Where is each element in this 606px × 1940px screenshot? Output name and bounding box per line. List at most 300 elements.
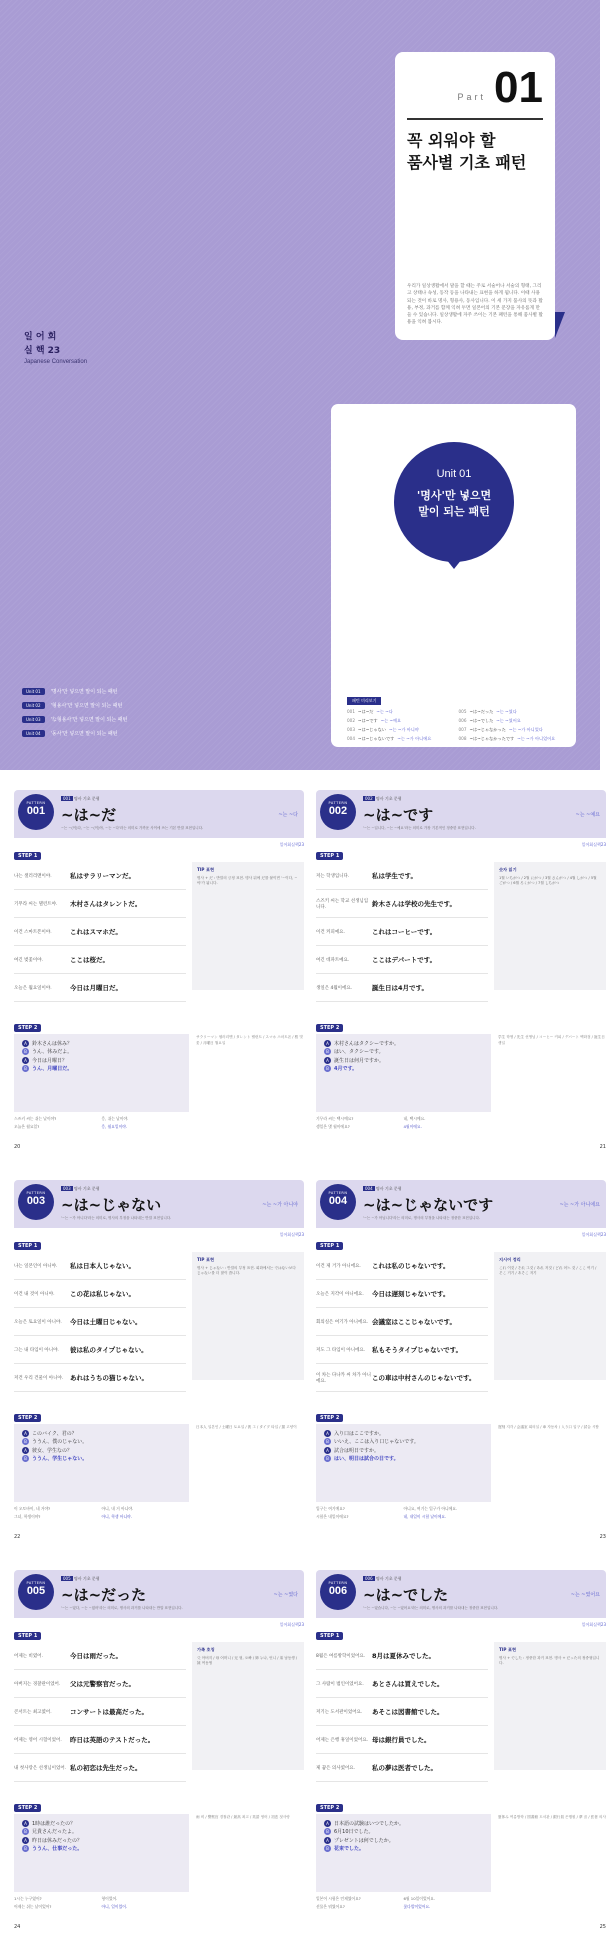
dialog-box bbox=[14, 1814, 189, 1892]
step1-japanese: あそこは図書館でした。 bbox=[372, 1708, 444, 1716]
step1-korean: 생일은 4월이에요. bbox=[316, 985, 353, 991]
toc-badge: Unit 03 bbox=[22, 716, 45, 723]
step1-japanese: 私はサラリーマンだ。 bbox=[70, 872, 135, 880]
step1-list bbox=[316, 1642, 488, 1782]
translation-list bbox=[14, 1116, 189, 1130]
pattern-ko: ~는 ~였다 bbox=[496, 709, 517, 714]
dialog-translation: 기무라 씨는 택시예요? bbox=[316, 1116, 354, 1121]
toc-text: '동사'만 넣으면 말이 되는 패턴 bbox=[50, 731, 118, 737]
pattern-no: 006 bbox=[458, 718, 467, 723]
step1-korean: 어제는 비였어. bbox=[14, 1653, 43, 1659]
pattern-tag-num: 005 bbox=[63, 1576, 71, 1581]
step1-japanese: ここは桜だ。 bbox=[70, 956, 109, 964]
speaker-marker: A bbox=[22, 1040, 29, 1047]
dialog-box bbox=[14, 1034, 189, 1112]
speaker-marker: B bbox=[324, 1828, 331, 1835]
part-description: 우리가 일상생활에서 말을 할 때는 주로 서술어나 서술의 형태, 그리고 상태나 속성, 동작 등을 나타내는 표현을 하게 됩니다. 이때 사용되는 것이 바로 명사, 형용사, 동사입니다. 이 세 가지 품사의 뜻과 활용, 부정, 과거를 함께 익혀 두면 일본어의 기본 문장을 자유롭게 만들 수 있습니다. 일상생활에 자주 쓰이는 기본 패턴을 통해 품사별 활용을 익혀 봅시다. bbox=[407, 284, 543, 325]
speaker-marker: B bbox=[22, 1048, 29, 1055]
step1-korean: 제 꿈은 의사였어요. bbox=[316, 1765, 356, 1771]
pattern-number: 005 bbox=[26, 1585, 46, 1597]
translation-list bbox=[316, 1116, 491, 1130]
step1-row bbox=[316, 1754, 488, 1782]
toc-text: '명사'만 넣으면 말이 되는 패턴 bbox=[50, 689, 118, 695]
step1-row bbox=[14, 1698, 186, 1726]
part-heading bbox=[407, 63, 543, 112]
step1-japanese: 私は学生です。 bbox=[372, 872, 417, 880]
dialog-text: 昨日は休みだったの？ bbox=[32, 1837, 83, 1844]
pattern-meaning: ~는 ~였어요 bbox=[570, 1592, 600, 1598]
dialog-text: 日本語の試験はいつでしたか。 bbox=[334, 1821, 405, 1827]
dialog-translation: 오늘은 월요일? bbox=[14, 1124, 40, 1129]
dialog-translation: 형이었어. bbox=[101, 1896, 118, 1901]
step1-japanese: 今日は雨だった。 bbox=[70, 1652, 122, 1660]
speaker-marker: B bbox=[22, 1455, 29, 1462]
pattern-preview-item bbox=[459, 736, 563, 742]
step1-korean: 오늘은 토요일이 아니야. bbox=[14, 1319, 62, 1325]
tip-box bbox=[192, 1642, 304, 1770]
lesson-spread bbox=[0, 1550, 606, 1930]
pattern-jp: ~は~だ bbox=[358, 709, 374, 714]
step1-korean: 저도 그 타입이 아니에요. bbox=[316, 1347, 366, 1353]
speaker-marker: A bbox=[324, 1820, 331, 1827]
step1-japanese: この花は私じゃない。 bbox=[70, 1290, 135, 1298]
toc-item[interactable] bbox=[22, 688, 127, 695]
step1-korean: 오늘은 지각이 아니에요. bbox=[316, 1291, 364, 1297]
step1-list bbox=[14, 1252, 186, 1392]
speech-tail-icon bbox=[446, 559, 462, 569]
pattern-tag-text: 명사 기초 문형 bbox=[73, 796, 100, 801]
tip-text: 명사 + でした : 정중한 과거 표현. 명사 + だった의 정중형입니다. bbox=[499, 1655, 600, 1666]
step1-row bbox=[316, 1308, 488, 1336]
lesson-spread bbox=[0, 770, 606, 1150]
dialog-text: 誕生日は何月ですか。 bbox=[334, 1057, 385, 1064]
dialog-line bbox=[324, 1447, 483, 1455]
dialog-translation: 꽃다발이었어요. bbox=[403, 1904, 431, 1909]
step1-korean: 이건 커피예요. bbox=[316, 929, 345, 935]
step1-korean: 저건 우리 건물이 아니야. bbox=[14, 1375, 64, 1381]
step1-japanese: 鈴木さんは学校の先生です。 bbox=[372, 900, 456, 908]
pattern-jp: ~は~じゃない bbox=[358, 727, 386, 732]
dialog-line bbox=[324, 1820, 483, 1828]
unit-title bbox=[394, 488, 514, 520]
step1-row bbox=[316, 890, 488, 918]
step1-japanese: 父は元警察官だった。 bbox=[70, 1680, 135, 1688]
brand-logo: 일어회실핵23 bbox=[581, 1232, 606, 1237]
step1-row bbox=[14, 862, 186, 890]
pattern-preview-item bbox=[459, 709, 563, 715]
tip-box bbox=[494, 1252, 606, 1380]
dialog-translation: 네, 택시예요. bbox=[403, 1116, 426, 1121]
dialog-line bbox=[324, 1057, 483, 1065]
pattern-header bbox=[14, 790, 304, 838]
speaker-marker: A bbox=[324, 1430, 331, 1437]
tip-text: 명사 + だ : 반말의 긍정 표현. 명사 뒤에 だ를 붙이면 '~이다, ~야'가 됩니다. bbox=[197, 875, 298, 886]
step1-label: STEP 1 bbox=[14, 1632, 41, 1640]
pattern-jp: ~は~じゃなかったです bbox=[469, 736, 515, 741]
translation-list bbox=[14, 1896, 189, 1910]
pattern-meaning: ~는 ~예요 bbox=[575, 812, 600, 818]
pattern-tag-text: 명사 기초 문형 bbox=[375, 1576, 402, 1581]
part-label: Part bbox=[457, 92, 487, 102]
step1-row bbox=[316, 1252, 488, 1280]
dialog-translation: 아니, 학생 아니야. bbox=[101, 1514, 133, 1519]
pattern-tag-text: 명사 기초 문형 bbox=[73, 1186, 100, 1191]
dialog-line bbox=[22, 1430, 181, 1438]
step1-japanese: 彼は私のタイプじゃない。 bbox=[70, 1346, 148, 1354]
step1-korean: 여긴 벚꽃이야. bbox=[14, 957, 43, 963]
step2-label: STEP 2 bbox=[14, 1804, 41, 1812]
pattern-note: '~는 ~가 아니다'라는 의미로, 명사의 부정을 나타내는 반말 표현입니다. bbox=[61, 1216, 172, 1220]
pattern-jp: ~は~じゃないです bbox=[358, 736, 395, 741]
pattern-title: ~は~だった bbox=[61, 1586, 147, 1604]
step1-list bbox=[14, 1642, 186, 1782]
pattern-tag bbox=[61, 796, 100, 802]
dialog-translation: 4월이에요. bbox=[403, 1124, 422, 1129]
pattern-tag bbox=[363, 796, 402, 802]
step1-korean: 콘서트는 최고였어. bbox=[14, 1709, 52, 1715]
dialog-translation: 일본어 시험은 언제였어요? bbox=[316, 1896, 361, 1901]
pattern-badge bbox=[18, 1184, 54, 1220]
step1-japanese: 木村さんはタレントだ。 bbox=[70, 900, 142, 908]
translation-list bbox=[316, 1506, 491, 1520]
step1-korean: 이 차는 다나카 씨 차가 아니에요. bbox=[316, 1372, 371, 1384]
step1-row bbox=[316, 1698, 488, 1726]
tip-box bbox=[192, 1252, 304, 1380]
toc-badge: Unit 04 bbox=[22, 730, 45, 737]
dialog-line bbox=[22, 1837, 181, 1845]
dialog-translation: 어제는 쉬는 날이었어? bbox=[14, 1904, 52, 1909]
pattern-note: '~는 ~였다, ~는 ~였어'라는 의미로, 명사의 과거를 나타내는 반말 표현입니다. bbox=[61, 1606, 183, 1610]
part-title-line2: 품사별 기초 패턴 bbox=[407, 152, 527, 172]
step1-korean: 어제는 영어 시험이었어. bbox=[14, 1737, 62, 1743]
tip-title: TIP 표현 bbox=[197, 867, 215, 872]
pattern-meaning: ~는 ~다 bbox=[278, 812, 298, 818]
lesson-page-005 bbox=[14, 1570, 304, 1930]
toc-text: '형용사'만 넣으면 말이 되는 패턴 bbox=[50, 703, 123, 709]
dialog-text: 6月10日でした。 bbox=[334, 1829, 374, 1836]
pattern-number: 002 bbox=[328, 805, 348, 817]
brand-logo: 일어회실핵23 bbox=[279, 842, 304, 847]
dialog-line bbox=[22, 1048, 181, 1056]
tip-box bbox=[494, 1642, 606, 1770]
pattern-preview-item bbox=[347, 718, 451, 724]
lesson-page-001 bbox=[14, 790, 304, 1150]
vocab-list: 学生 학생 / 先生 선생님 / コーヒー 커피 / デパート 백화점 / 誕生日 생일 bbox=[498, 1035, 605, 1046]
step1-row bbox=[14, 974, 186, 1002]
step1-korean: 내 첫사랑은 선생님이었어. bbox=[14, 1765, 67, 1771]
vocab-list: 雨 비 / 警察官 경찰관 / 最高 최고 / 英語 영어 / 初恋 첫사랑 bbox=[196, 1815, 290, 1819]
page-number: 21 bbox=[599, 1144, 606, 1150]
step1-row bbox=[14, 1754, 186, 1782]
step1-japanese: 今日は土曜日じゃない。 bbox=[70, 1318, 142, 1326]
dialog-translation: 아니요, 여기는 입구가 아니에요. bbox=[403, 1506, 458, 1511]
lesson-page-004 bbox=[316, 1180, 606, 1540]
toc-badge: Unit 01 bbox=[22, 688, 45, 695]
dialog-text: 兄貴さんだったよ。 bbox=[32, 1829, 78, 1836]
dialog-text: 今日は月曜日？ bbox=[32, 1057, 68, 1064]
step1-japanese: 昨日は英語のテストだった。 bbox=[70, 1736, 155, 1744]
step1-label: STEP 1 bbox=[316, 1632, 343, 1640]
part-number: 01 bbox=[494, 63, 543, 112]
speaker-marker: B bbox=[22, 1065, 29, 1072]
dialog-box bbox=[316, 1424, 491, 1502]
step1-korean: 스즈키 씨는 학교 선생님입니다. bbox=[316, 898, 369, 910]
step1-list bbox=[316, 862, 488, 1002]
pattern-tag bbox=[363, 1576, 402, 1582]
step1-japanese: あとさんは買えでした。 bbox=[372, 1680, 444, 1688]
dialog-text: いいえ、ここは入り口じゃないです。 bbox=[334, 1439, 419, 1446]
pattern-meaning: ~는 ~가 아니야 bbox=[262, 1202, 298, 1208]
pattern-tag-num: 001 bbox=[63, 796, 71, 801]
book-subtitle: Japanese Conversation bbox=[24, 359, 88, 365]
step1-label: STEP 1 bbox=[316, 852, 343, 860]
dialog-translation: 네, 내일이 시합 날이에요. bbox=[403, 1514, 447, 1519]
step1-korean: 그는 내 타입이 아니야. bbox=[14, 1347, 59, 1353]
pattern-header bbox=[14, 1180, 304, 1228]
step1-japanese: 私もそうタイプじゃないです。 bbox=[372, 1346, 463, 1354]
pattern-preview-item bbox=[347, 736, 451, 742]
speaker-marker: A bbox=[324, 1447, 331, 1454]
pattern-no: 007 bbox=[458, 727, 467, 732]
speaker-marker: B bbox=[324, 1438, 331, 1445]
toc-badge: Unit 02 bbox=[22, 702, 45, 709]
dialog-line bbox=[22, 1057, 181, 1065]
pattern-meaning: ~는 ~였다 bbox=[273, 1592, 298, 1598]
toc-item[interactable] bbox=[22, 716, 127, 723]
dialog-box bbox=[316, 1034, 491, 1112]
step1-korean: 그 사람이 범인이었어요. bbox=[316, 1681, 364, 1687]
dialog-line bbox=[324, 1455, 483, 1463]
speaker-marker: A bbox=[324, 1057, 331, 1064]
dialog-translation: 응, 쉬는 날이야. bbox=[101, 1116, 129, 1121]
step1-row bbox=[316, 974, 488, 1002]
step1-row bbox=[14, 1336, 186, 1364]
pattern-badge-label: PATTERN bbox=[328, 801, 348, 805]
step1-list bbox=[316, 1252, 488, 1392]
dialog-line bbox=[324, 1430, 483, 1438]
vocab-list: 夏休み 여름방학 / 図書館 도서관 / 銀行員 은행원 / 夢 꿈 / 医者 의사 bbox=[498, 1815, 606, 1819]
pattern-no: 005 bbox=[458, 709, 467, 714]
step1-row bbox=[316, 946, 488, 974]
tip-box bbox=[192, 862, 304, 990]
part-intro-spread bbox=[0, 0, 600, 770]
pattern-ko: ~는 ~다 bbox=[376, 709, 393, 714]
pattern-header bbox=[316, 790, 606, 838]
pattern-preview-item bbox=[347, 727, 451, 733]
dialog-text: 木村さんはタクシーですか。 bbox=[334, 1041, 400, 1047]
pattern-jp: ~は~です bbox=[358, 718, 378, 723]
dialog-text: はい、タクシーです。 bbox=[334, 1049, 384, 1056]
tip-text: 1월 いちがつ / 2월 にがつ / 3월 さんがつ / 4월 しがつ / 5월 ごがつ / 6월 ろくがつ / 7월 しちがつ bbox=[499, 875, 597, 886]
dialog-line bbox=[324, 1040, 483, 1048]
pattern-ko: ~는 ~가 아니에요 bbox=[397, 736, 432, 741]
dialog-text: 花束でした。 bbox=[334, 1845, 365, 1852]
step1-korean: 저기는 도서관이었어요. bbox=[316, 1709, 363, 1715]
step1-row bbox=[14, 1670, 186, 1698]
step1-korean: 나는 샐러리맨이야. bbox=[14, 873, 52, 879]
step1-japanese: ここはデパートです。 bbox=[372, 956, 437, 964]
pattern-number: 001 bbox=[26, 805, 46, 817]
part-card bbox=[395, 52, 555, 340]
step1-japanese: 今日は遅刻じゃないです。 bbox=[372, 1290, 450, 1298]
dialog-translation: 입구는 여기예요? bbox=[316, 1506, 345, 1511]
dialog-text: 彼女、学生なの？ bbox=[32, 1447, 73, 1454]
brand-logo: 일어회실핵23 bbox=[279, 1232, 304, 1237]
pattern-meaning: ~는 ~가 아니에요 bbox=[559, 1202, 600, 1208]
dialog-translation: 선물은 뭐였어요? bbox=[316, 1904, 345, 1909]
pattern-preview-heading: 패턴 미리보기 bbox=[347, 697, 381, 705]
pattern-ko: ~는 ~였어요 bbox=[496, 718, 521, 723]
dialog-translation: 생일은 몇 월이에요? bbox=[316, 1124, 350, 1129]
step1-label: STEP 1 bbox=[14, 1242, 41, 1250]
page-number: 20 bbox=[14, 1144, 21, 1150]
page-number: 22 bbox=[14, 1534, 21, 1540]
speaker-marker: A bbox=[324, 1040, 331, 1047]
dialog-translation: 아니, 일이었어. bbox=[101, 1904, 128, 1909]
pattern-badge bbox=[320, 794, 356, 830]
page-number: 24 bbox=[14, 1924, 21, 1930]
pattern-preview bbox=[347, 687, 562, 742]
lesson-page-006 bbox=[316, 1570, 606, 1930]
pattern-jp: ~は~だった bbox=[469, 709, 494, 714]
pattern-jp: ~は~でした bbox=[469, 718, 494, 723]
pattern-badge-label: PATTERN bbox=[26, 1581, 46, 1585]
tip-text: 명사 + じゃない : 반말의 부정 표현. 회화에서는 ではない보다 じゃない를 더 많이 씁니다. bbox=[197, 1265, 296, 1276]
step1-japanese: この車は中村さんのじゃないです。 bbox=[372, 1374, 476, 1382]
step1-row bbox=[316, 862, 488, 890]
dialog-line bbox=[324, 1438, 483, 1446]
vocab-list: 日本人 일본인 / 土曜日 토요일 / 彼 그 / タイプ 타입 / 猫 고양이 bbox=[196, 1425, 297, 1429]
lesson-page-002 bbox=[316, 790, 606, 1150]
pattern-tag-text: 명사 기초 문형 bbox=[375, 1186, 402, 1191]
step1-japanese: これは私のじゃないです。 bbox=[372, 1262, 450, 1270]
tip-title: 숫자 읽기 bbox=[499, 867, 517, 872]
step2-label: STEP 2 bbox=[316, 1024, 343, 1032]
speaker-marker: B bbox=[324, 1048, 331, 1055]
divider bbox=[407, 118, 543, 120]
part-title bbox=[407, 130, 543, 173]
dialog-line bbox=[324, 1048, 483, 1056]
pattern-number: 006 bbox=[328, 1585, 348, 1597]
dialog-text: ううん、仕事だった。 bbox=[32, 1845, 83, 1852]
step1-korean: 저는 학생입니다. bbox=[316, 873, 350, 879]
pattern-badge bbox=[18, 794, 54, 830]
tip-title: TIP 표현 bbox=[197, 1257, 215, 1262]
pattern-number: 003 bbox=[26, 1195, 46, 1207]
toc-item[interactable] bbox=[22, 730, 127, 737]
step1-label: STEP 1 bbox=[316, 1242, 343, 1250]
step1-korean: 8월은 여름방학이었어요. bbox=[316, 1653, 366, 1659]
step1-japanese: 会議室はここじゃないです。 bbox=[372, 1318, 456, 1326]
dialog-translation: 그녀, 학생이야? bbox=[14, 1514, 41, 1519]
speaker-marker: B bbox=[324, 1065, 331, 1072]
pattern-badge-label: PATTERN bbox=[26, 801, 46, 805]
step1-list bbox=[14, 862, 186, 1002]
dialog-line bbox=[324, 1828, 483, 1836]
tip-text: これ 이것 / それ 그것 / あれ 저것 / どれ 어느 것 / ここ 여기 / そこ 거기 / あそこ 저기 bbox=[499, 1265, 597, 1276]
dialog-translation: 스즈키 씨는 쉬는 날이야? bbox=[14, 1116, 57, 1121]
dialog-line bbox=[324, 1837, 483, 1845]
step1-korean: 오늘은 월요일이야. bbox=[14, 985, 52, 991]
pattern-tag-text: 명사 기초 문형 bbox=[73, 1576, 100, 1581]
speaker-marker: B bbox=[22, 1845, 29, 1852]
dialog-translation: 6월 10일이었어요. bbox=[403, 1896, 436, 1901]
dialog-translation: 아니, 내 거 아니야. bbox=[101, 1506, 134, 1511]
step2-label: STEP 2 bbox=[14, 1414, 41, 1422]
brand-logo: 일어회실핵23 bbox=[581, 842, 606, 847]
vocab-list: サラリーマン 샐러리맨 / タレント 탤런트 / スマホ 스마트폰 / 桜 벚꽃 / 月曜日 월요일 bbox=[196, 1035, 303, 1046]
pattern-no: 008 bbox=[458, 736, 467, 741]
step1-korean: 기무라 씨는 탤런트야. bbox=[14, 901, 58, 907]
pattern-note: ~는 ~(이)다, ~는 ~(이)야, ~는 ~다'라는 의미로 가까운 사이에 쓰는 기본 반말 표현입니다. bbox=[61, 826, 204, 830]
pattern-preview-item bbox=[459, 718, 563, 724]
unit-label: Unit 01 bbox=[436, 468, 472, 480]
step1-korean: 나는 일본인이 아니야. bbox=[14, 1263, 58, 1269]
pattern-badge-label: PATTERN bbox=[328, 1191, 348, 1195]
step1-row bbox=[14, 1364, 186, 1392]
tip-text: 父 아버지 / 母 어머니 / 兄 형, 오빠 / 姉 누나, 언니 / 弟 남동생 / 妹 여동생 bbox=[197, 1655, 298, 1666]
step1-row bbox=[316, 918, 488, 946]
step1-korean: 아버지는 경찰관이었어. bbox=[14, 1681, 61, 1687]
dialog-translation: 이 오토바이, 네 거야? bbox=[14, 1506, 51, 1511]
pattern-jp: ~は~じゃなかった bbox=[469, 727, 506, 732]
pattern-tag-num: 003 bbox=[63, 1186, 71, 1191]
dialog-text: うん、月曜日だ。 bbox=[32, 1065, 73, 1072]
book-title-line2: 실 핵 23 bbox=[24, 345, 61, 356]
dialog-box bbox=[14, 1424, 189, 1502]
unit-card bbox=[331, 404, 576, 747]
speaker-marker: A bbox=[324, 1837, 331, 1844]
pattern-badge bbox=[320, 1184, 356, 1220]
step2-label: STEP 2 bbox=[316, 1804, 343, 1812]
speaker-marker: A bbox=[22, 1820, 29, 1827]
dialog-text: 試合は明日ですか。 bbox=[334, 1447, 380, 1454]
dialog-line bbox=[22, 1438, 181, 1446]
step1-korean: 이건 내 것이 아니야. bbox=[14, 1291, 55, 1297]
pattern-header bbox=[14, 1570, 304, 1618]
pattern-header bbox=[316, 1180, 606, 1228]
pattern-badge-label: PATTERN bbox=[328, 1581, 348, 1585]
pattern-badge bbox=[320, 1574, 356, 1610]
step1-japanese: 誕生日は4月です。 bbox=[372, 984, 429, 992]
pattern-title: ~は~でした bbox=[363, 1586, 449, 1604]
dialog-line bbox=[22, 1820, 181, 1828]
step1-label: STEP 1 bbox=[14, 852, 41, 860]
pattern-no: 001 bbox=[347, 709, 355, 714]
page-number: 25 bbox=[599, 1924, 606, 1930]
step2-label: STEP 2 bbox=[316, 1414, 343, 1422]
brand-logo: 일어회실핵23 bbox=[581, 1622, 606, 1627]
pattern-note: '~는 ~였습니다, ~는 ~였어요'라는 의미로, 명사의 과거를 나타내는 정중한 표현입니다. bbox=[363, 1606, 499, 1610]
step1-korean: 어제는 은행 휴일이었어요. bbox=[316, 1737, 369, 1743]
toc-item[interactable] bbox=[22, 702, 127, 709]
step1-row bbox=[14, 1642, 186, 1670]
dialog-text: 1時は誰だったの？ bbox=[32, 1821, 76, 1827]
pattern-title: ~は~じゃないです bbox=[363, 1196, 494, 1214]
pattern-preview-list bbox=[347, 709, 562, 742]
step1-row bbox=[14, 1280, 186, 1308]
pattern-ko: ~는 ~예요 bbox=[380, 718, 402, 723]
unit-toc bbox=[22, 688, 127, 744]
pattern-badge-label: PATTERN bbox=[26, 1191, 46, 1195]
tip-box bbox=[494, 862, 606, 990]
pattern-number: 004 bbox=[328, 1195, 348, 1207]
lesson-spread bbox=[0, 1160, 606, 1540]
dialog-text: うん、休みだよ。 bbox=[32, 1049, 73, 1056]
step1-japanese: あれはうちの猫じゃない。 bbox=[70, 1374, 148, 1382]
dialog-text: ううん、僕のじゃない。 bbox=[32, 1439, 88, 1446]
dialog-line bbox=[324, 1845, 483, 1853]
